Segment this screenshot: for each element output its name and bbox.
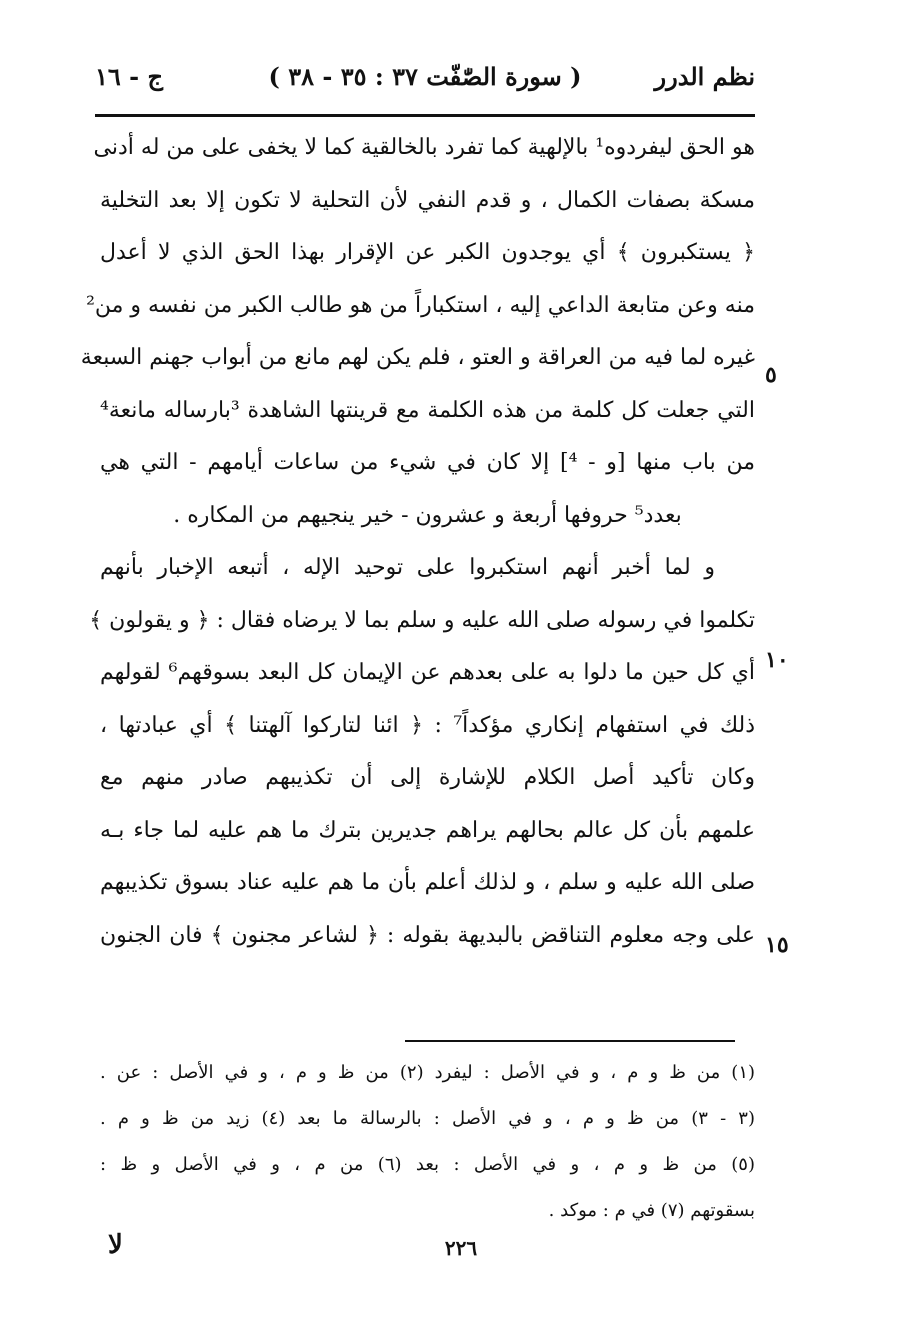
text-line: تكلموا في رسوله صلى الله عليه و سلم بما لا يرضاه فقال : ﴿ و يقولون ﴾ [89,607,755,633]
footnote-line: (١) من ظ و م ، و في الأصل : ليفرد (٢) من ظ و م ، و في الأصل : عن . [100,1062,756,1083]
text-line: صلى الله عليه و سلم ، و لذلك أعلم بأن ما هم عليه عناد بسوق تكذيبهم [100,870,755,895]
text-line: على وجه معلوم التناقض بالبديهة بقوله : ﴿ لشاعر مجنون ﴾ فان الجنون [100,922,755,948]
text-line: بعدد⁵ حروفها أربعة و عشرون - خير ينجيهم من المكاره . [173,502,682,528]
main-text [80,122,755,962]
text-line: ﴿ يستكبرون ﴾ أي يوجدون الكبر عن الإقرار بهذا الحق الذي لا أعدل [100,240,755,265]
text-line: التي جعلت كل كلمة من هذه الكلمة مع قرينتها الشاهدة ³بارساله مانعة⁴ [100,397,755,423]
line-number-15: ١٥ [765,932,789,958]
footnote-line: بسقوتهم (٧) في م : موكد . [548,1200,755,1221]
header-rule [95,114,755,117]
text-line: منه وعن متابعة الداعي إليه ، استكباراً من هو طالب الكبر من نفسه و من² [86,292,755,318]
text-line: غيره لما فيه من العراقة و العتو ، فلم يكن لهم مانع من أبواب جهنم السبعة [80,345,755,370]
text-line: أي كل حين ما دلوا به على بعدهم عن الإيمان كل البعد بسوقهم⁶ لقولهم [100,660,755,685]
volume-number: ج - ١٦ [95,62,163,91]
text-line: و لما أخبر أنهم استكبروا على توحيد الإله ، أتبعه الإخبار بأنهم [100,555,715,580]
footnotes [100,1050,755,1234]
text-line: من باب منها [و - ⁴] إلا كان في شيء من ساعات أيامهم - التي هي [100,450,755,475]
text-line: ذلك في استفهام إنكاري مؤكداً⁷ : ﴿ ائنا لتاركوا آلهتنا ﴾ أي عبادتها ، [100,712,755,738]
text-line: علمهم بأن كل عالم بحالهم يراهم جديرين بترك ما هم عليه لما جاء بـه [100,817,755,843]
footnote-line: (٥) من ظ و م ، و في الأصل : بعد (٦) من م ، و في الأصل و ظ : [100,1154,755,1175]
book-title: نظم الدرر [654,62,755,91]
page-number: ٢٢٦ [444,1236,478,1260]
text-line: هو الحق ليفردوه¹ بالإلهية كما تفرد بالخالقية كما لا يخفى على من له أدنى [93,135,755,160]
text-line: وكان تأكيد أصل الكلام للإشارة إلى أن تكذيبهم صادر منهم مع [100,765,755,790]
footnote-rule [405,1040,735,1042]
signature-mark: لا [108,1230,123,1260]
footnote-line: (٣ - ٣) من ظ و م ، و في الأصل : بالرسالة ما بعد (٤) زيد من ظ و م . [100,1108,755,1129]
surah-reference: ( سورة الصّٰفّت ٣٧ : ٣٥ - ٣٨ ) [268,62,582,91]
text-line: مسكة بصفات الكمال ، و قدم النفي لأن التحلية لا تكون إلا بعد التخلية [100,187,755,213]
line-number-5: ٥ [765,362,777,388]
line-number-10: ١٠ [765,647,789,673]
running-header [95,62,755,112]
